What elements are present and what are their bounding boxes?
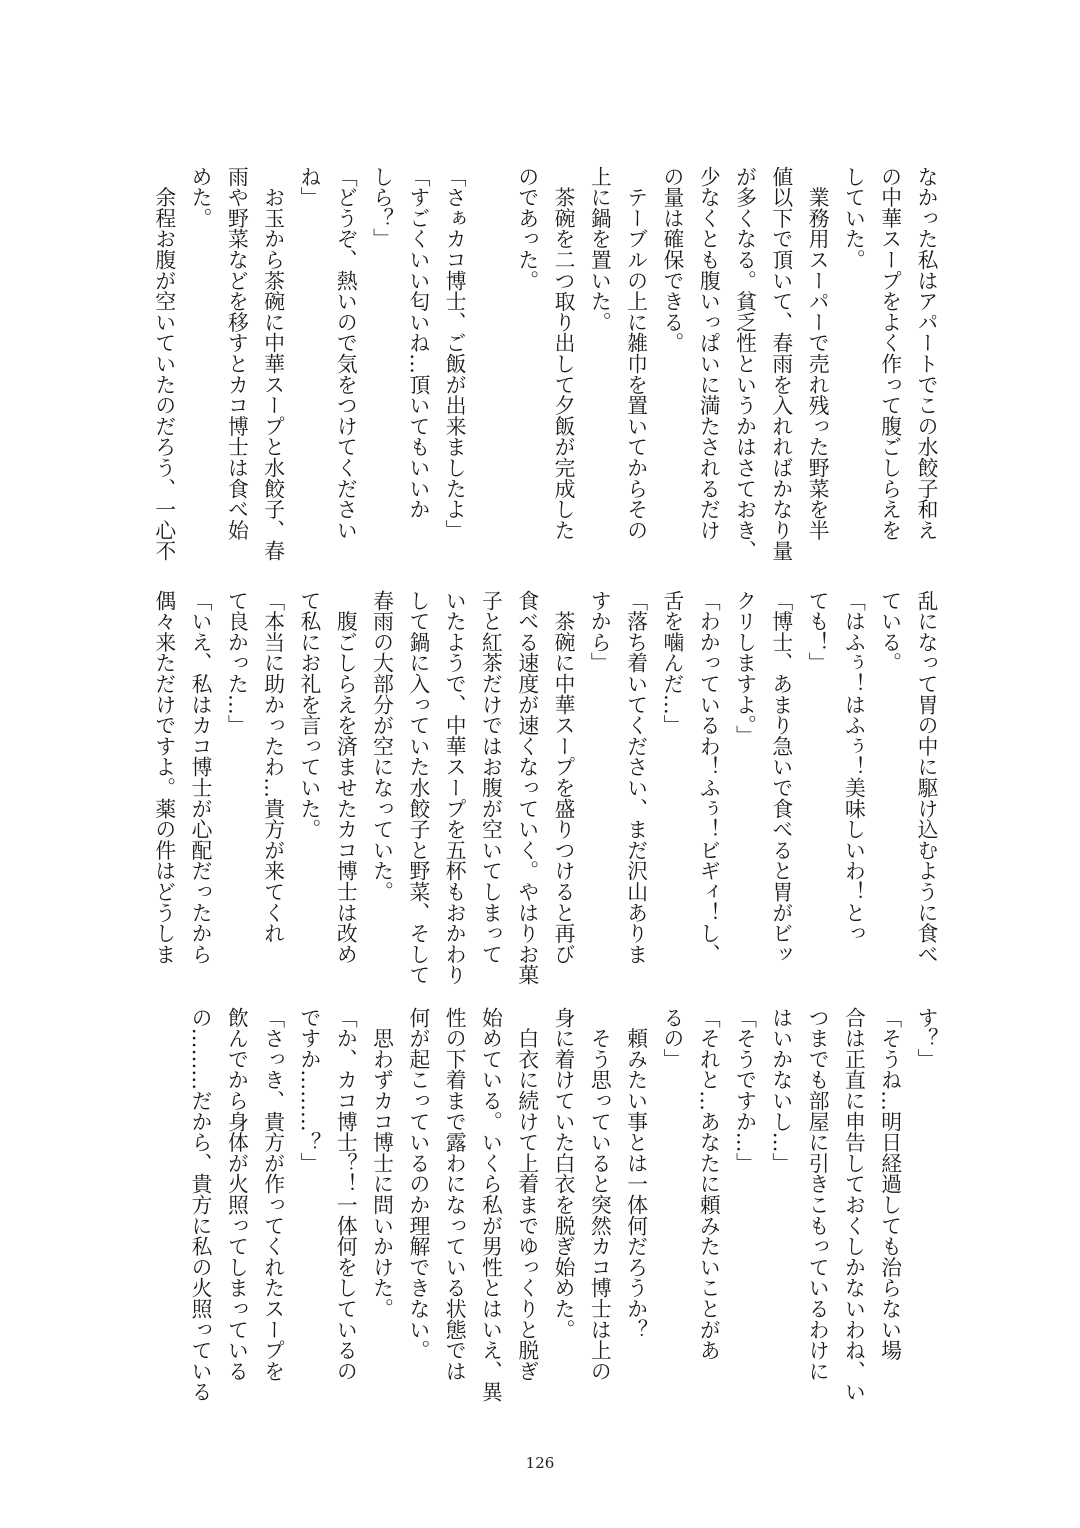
text-column: 舌を噛んだ…」 xyxy=(659,590,684,736)
text-column: す？」 xyxy=(914,1007,938,1070)
text-column: つまでも部屋に引きこもっているわけに xyxy=(805,1007,830,1382)
text-column: 「本当に助かったわ…貴方が来てくれ xyxy=(260,590,285,944)
text-column: いたようで、中華スープを五杯もおかわり xyxy=(442,590,467,986)
text-column: 少なくとも腹いっぱいに満たされるだけ xyxy=(696,166,721,541)
text-column: 「すごくいい匂いね…頂いてもいいか xyxy=(405,166,430,520)
text-block-upper xyxy=(144,166,944,566)
text-column: のであった。 xyxy=(514,166,539,291)
text-column: 「落ち着いてください、まだ沢山ありま xyxy=(623,590,648,965)
text-column: テーブルの上に雑巾を置いてからその xyxy=(623,166,648,541)
text-column: て良かった…」 xyxy=(224,590,249,736)
text-column: が多くなる。貧乏性というかはさておき、 xyxy=(732,166,757,562)
text-column: 合は正直に申告しておくしかないわね、い xyxy=(841,1007,866,1403)
text-column: るの」 xyxy=(659,1007,684,1070)
text-column: 乱になって胃の中に駆け込むように食べ xyxy=(914,590,938,965)
text-column: しら？」 xyxy=(369,166,394,250)
text-column: 始めている。いくら私が男性とはいえ、異 xyxy=(478,1007,503,1403)
text-column: 業務用スーパーで売れ残った野菜を半 xyxy=(805,166,830,541)
text-column: して鍋に入っていた水餃子と野菜、そして xyxy=(405,590,430,986)
text-column: の中華スープをよく作って腹ごしらえを xyxy=(877,166,902,541)
text-column: 茶碗に中華スープを盛りつけると再び xyxy=(551,590,576,965)
text-column: 白衣に続けて上着までゆっくりと脱ぎ xyxy=(514,1007,539,1382)
text-column: 茶碗を二つ取り出して夕飯が完成した xyxy=(551,166,576,541)
text-column: めた。 xyxy=(188,166,213,229)
text-column: お玉から茶碗に中華スープと水餃子、春 xyxy=(260,166,285,562)
text-column: て私にお礼を言っていた。 xyxy=(296,590,321,840)
text-column: 「そうですか…」 xyxy=(732,1007,757,1174)
text-column: 食べる速度が速くなっていく。やはりお菓 xyxy=(514,590,539,986)
text-column: 「さぁカコ博士、ご飯が出来ましたよ」 xyxy=(442,166,467,541)
text-column: ですか………？」 xyxy=(296,1007,321,1174)
text-column: ている。 xyxy=(877,590,902,674)
text-column: 「どうぞ、熱いので気をつけてください xyxy=(333,166,358,541)
text-block-lower xyxy=(144,1007,944,1407)
text-column: 値以下で頂いて、春雨を入れればかなり量 xyxy=(768,166,793,562)
text-column: ね」 xyxy=(296,166,321,208)
text-column: はいかないし…」 xyxy=(768,1007,793,1174)
text-column: 「はふぅ！はふぅ！美味しいわ！とっ xyxy=(841,590,866,944)
text-column: 思わずカコ博士に問いかけた。 xyxy=(369,1007,394,1319)
text-column: 腹ごしらえを済ませたカコ博士は改め xyxy=(333,590,358,965)
text-column: 「さっき、貴方が作ってくれたスープを xyxy=(260,1007,285,1382)
text-column: ても！」 xyxy=(805,590,830,674)
text-column: 春雨の大部分が空になっていた。 xyxy=(369,590,394,902)
text-block-middle xyxy=(144,590,944,990)
text-column: 余程お腹が空いていたのだろう、一心不 xyxy=(151,166,176,562)
text-column: 「博士、あまり急いで食べると胃がビッ xyxy=(768,590,793,965)
text-column: 「いえ、私はカコ博士が心配だったから xyxy=(188,590,213,965)
text-column: 上に鍋を置いた。 xyxy=(587,166,612,333)
text-column: 偶々来ただけですよ。薬の件はどうしま xyxy=(151,590,176,965)
text-column: の量は確保できる。 xyxy=(659,166,684,354)
text-column: なかった私はアパートでこの水餃子和え xyxy=(914,166,938,541)
text-column: 「そうね…明日経過しても治らない場 xyxy=(877,1007,902,1361)
text-column: すから」 xyxy=(587,590,612,674)
text-column: 「それと…あなたに頼みたいことがあ xyxy=(696,1007,721,1361)
text-column: 何が起こっているのか理解できない。 xyxy=(405,1007,430,1361)
text-column: 性の下着まで露わになっている状態では xyxy=(442,1007,467,1382)
text-column: 頼みたい事とは一体何だろうか？ xyxy=(623,1007,648,1340)
text-column: クリしますよ。」 xyxy=(732,590,757,746)
text-column: 雨や野菜などを移すとカコ博士は食べ始 xyxy=(224,166,249,541)
text-column: の………だから、貴方に私の火照っている xyxy=(188,1007,213,1403)
text-column xyxy=(472,166,508,566)
page-number: 126 xyxy=(525,1454,555,1472)
text-column: 「わかっているわ！ふぅ！ビギィ！し、 xyxy=(696,590,721,965)
text-column: 子と紅茶だけではお腹が空いてしまって xyxy=(478,590,503,965)
text-column: していた。 xyxy=(841,166,866,270)
text-column: 身に着けていた白衣を脱ぎ始めた。 xyxy=(551,1007,576,1340)
text-column: そう思っていると突然カコ博士は上の xyxy=(587,1007,612,1382)
text-column: 「か、カコ博士？！一体何をしているの xyxy=(333,1007,358,1382)
text-column: 飲んでから身体が火照ってしまっている xyxy=(224,1007,249,1382)
